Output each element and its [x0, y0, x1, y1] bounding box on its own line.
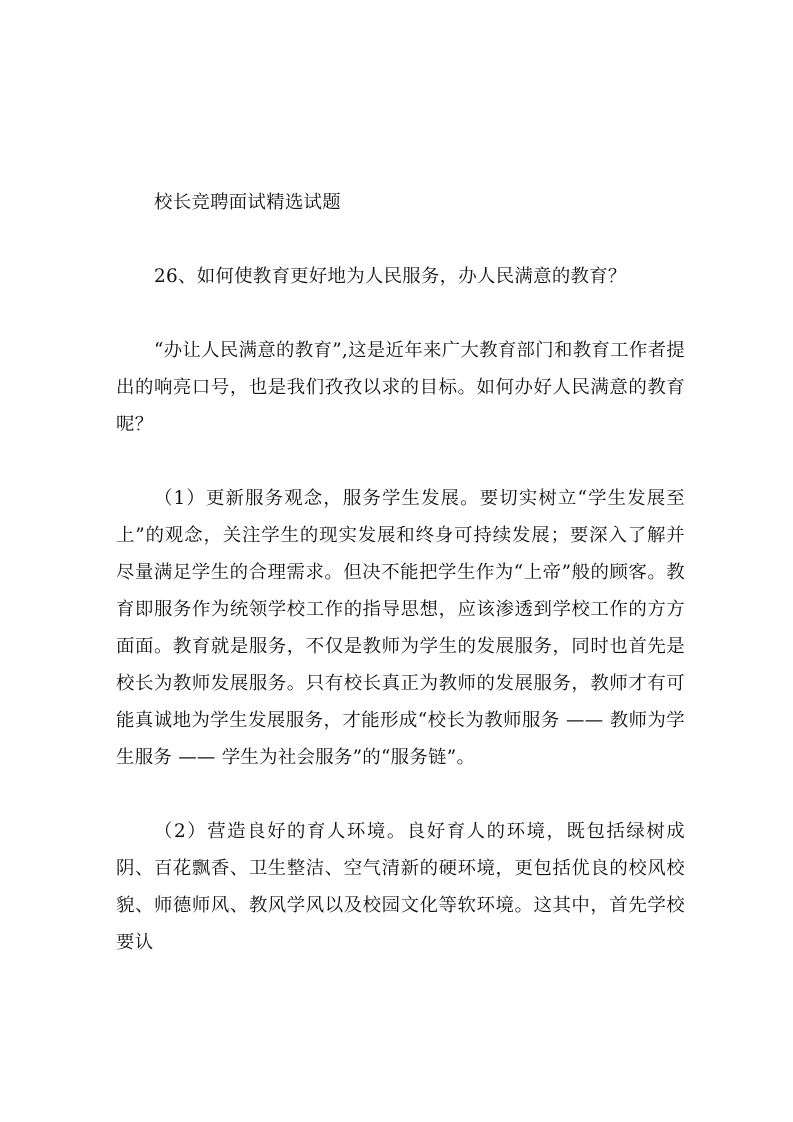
point-1-paragraph: （1）更新服务观念，服务学生发展。要切实树立“学生发展至上”的观念，关注学生的现实发展和终身可持续发展；要深入了解并尽量满足学生的合理需求。但决不能把学生作为“上帝”般的顾客。教育即服务作为统领学校工作的指导思想，应该渗透到学校工作的方方面面。教育就是服务，不仅是教师为学生的发展服务，同时也首先是校长为教师发展服务。只有校长真正为教师的发展服务，教师才有可能真诚地为学生发展服务，才能形成“校长为教师服务 —— 教师为学生服务 —— 学生为社会服务”的“服务链”。	[116, 488, 685, 768]
document-title: 校长竞聘面试精选试题	[154, 192, 341, 213]
intro-paragraph: “办让人民满意的教育”,这是近年来广大教育部门和教育工作者提出的响亮口号，也是我们孜孜以求的目标。如何办好人民满意的教育呢？	[116, 340, 685, 435]
document-body	[116, 184, 685, 961]
question-heading: 26、如何使教育更好地为人民服务，办人民满意的教育？	[154, 266, 627, 287]
point-2-paragraph: （2）营造良好的育人环境。良好育人的环境，既包括绿树成阴、百花飘香、卫生整洁、空气清新的硬环境，更包括优良的校风校貌、师德师风、教风学风以及校园文化等软环境。这其中，首先学校要认	[116, 821, 685, 953]
